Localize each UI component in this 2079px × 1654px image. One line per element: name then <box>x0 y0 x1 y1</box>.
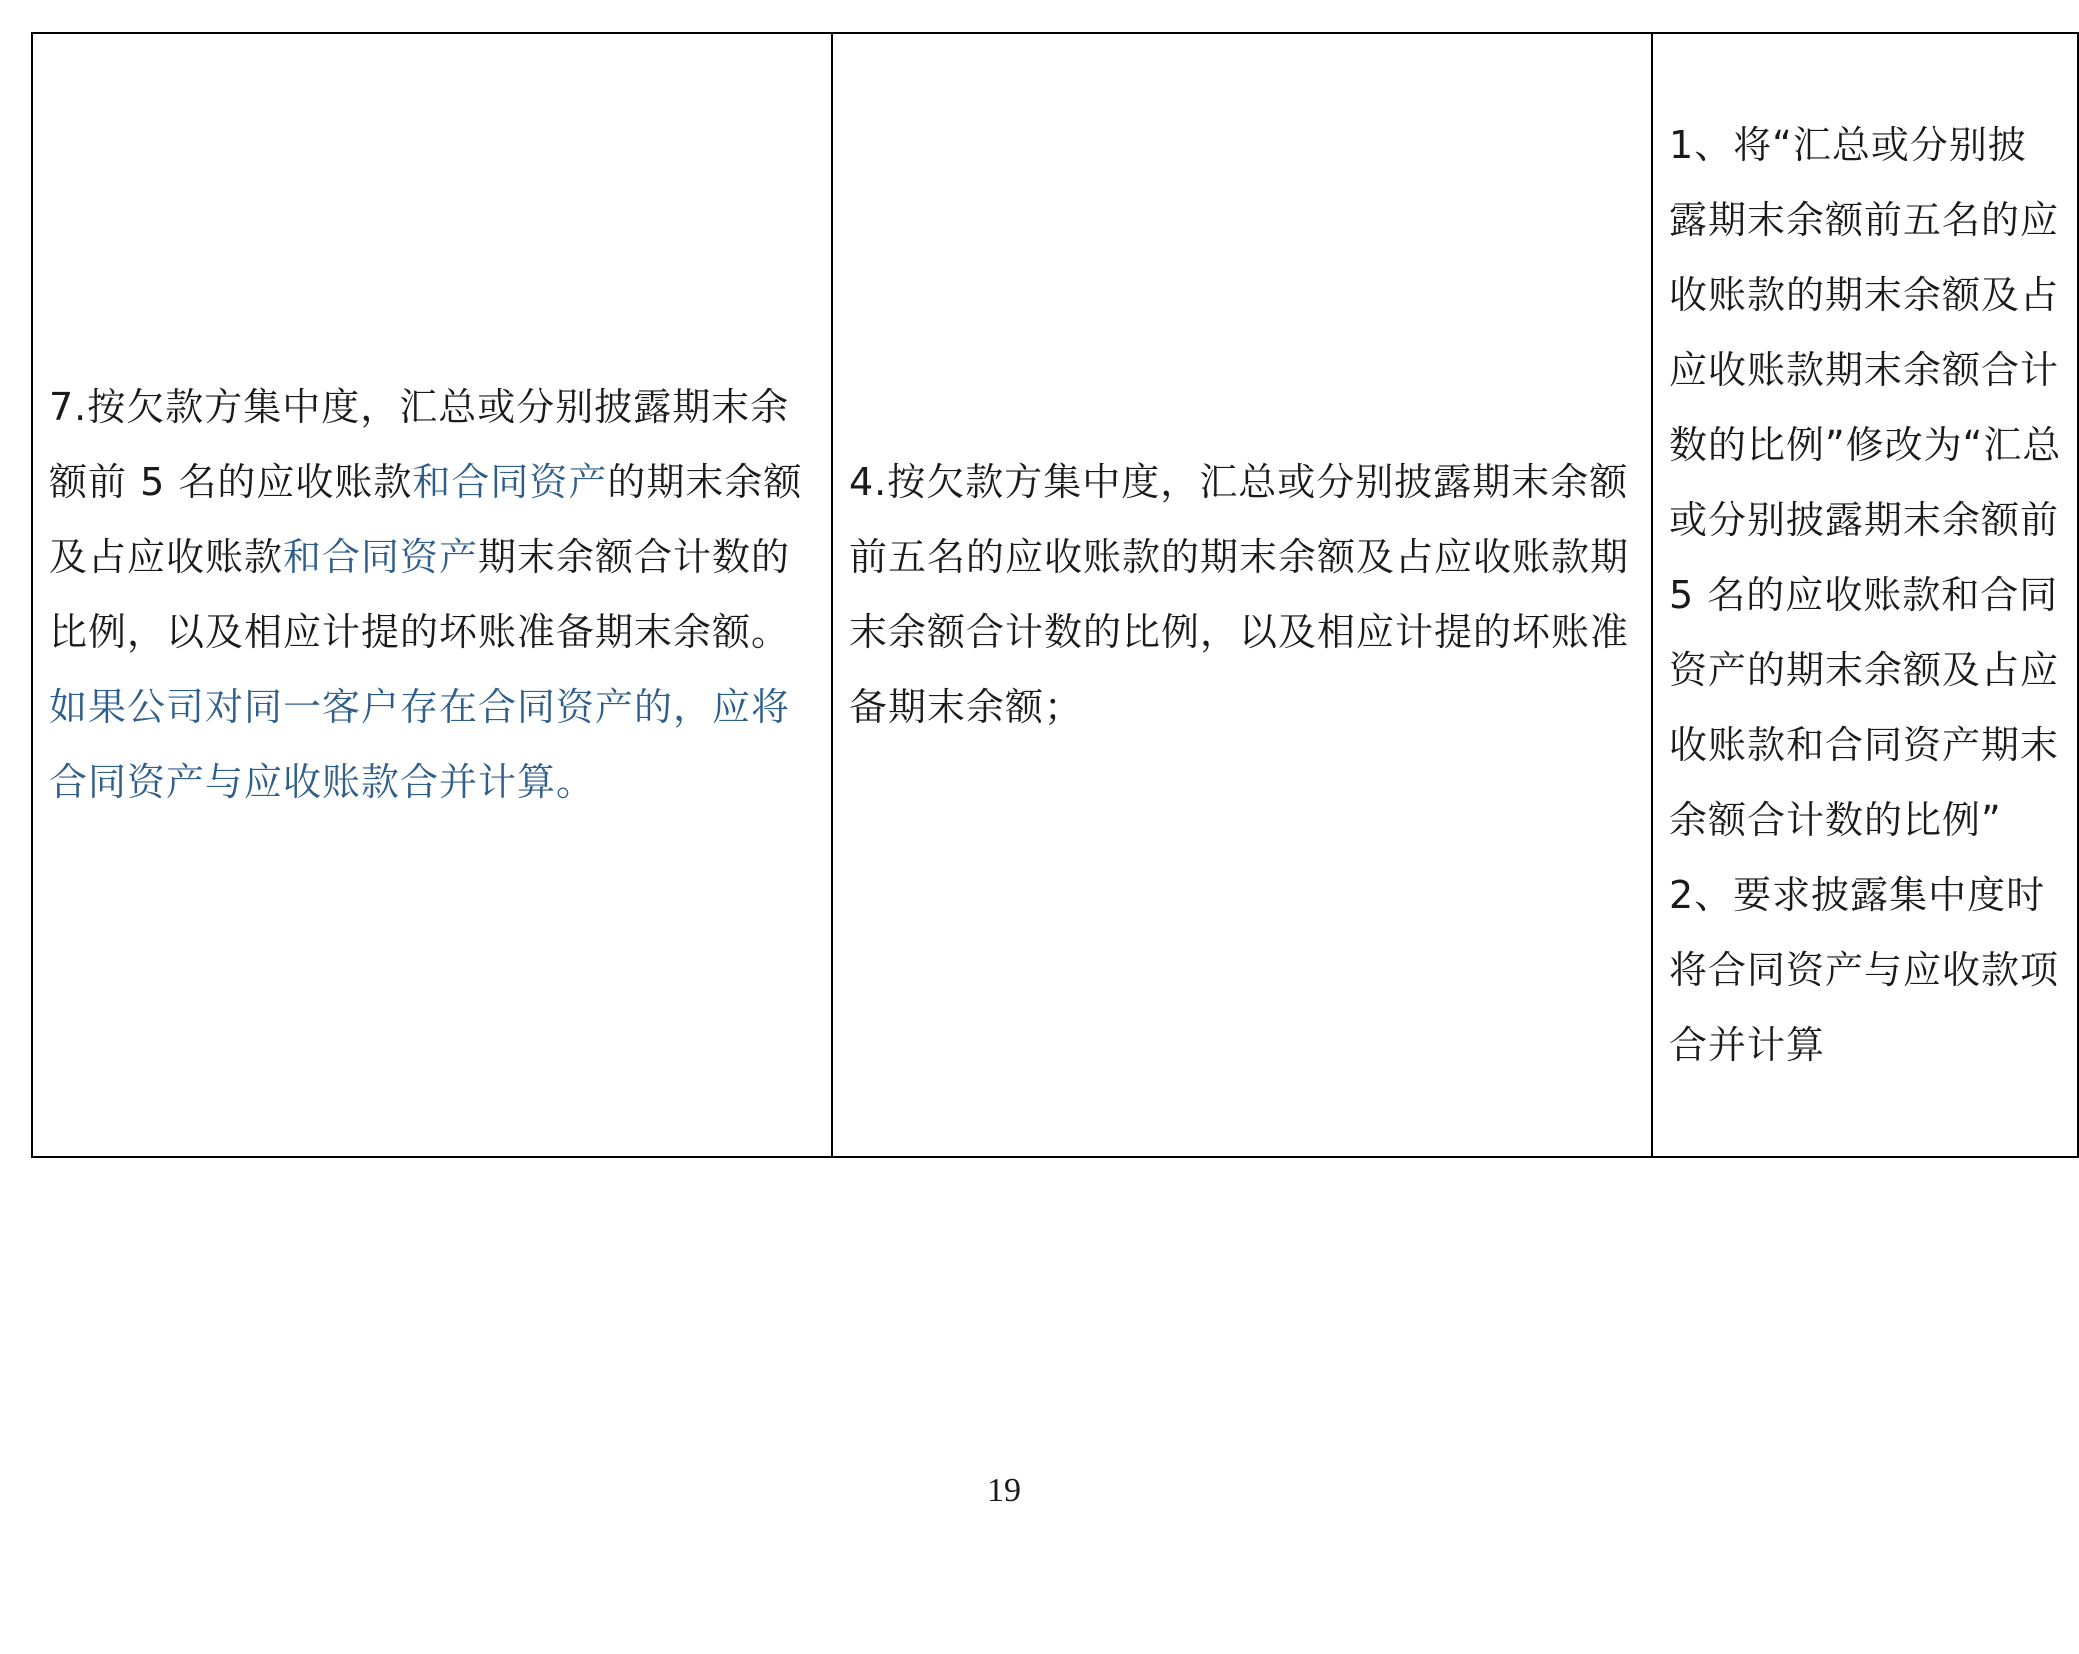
comparison-table <box>31 32 2079 1158</box>
change-notes-cell <box>1652 33 2078 1157</box>
new-rule-text-1: 7.按欠款方集中度，汇总或分别披露期末余额前 5 名的应收账款 <box>49 385 790 504</box>
new-rule-cell <box>32 33 832 1157</box>
change-note-1: 1、将“汇总或分别披露期末余额前五名的应收账款的期末余额及占应收账款期末余额合计数的比例”修改为“汇总或分别披露期末余额前 5 名的应收账款和合同资产的期末余额及占应收账款和合同资产期末余额合计数的比例” <box>1669 122 2062 842</box>
new-rule-highlight-1: 和合同资产 <box>412 460 608 504</box>
new-rule-highlight-3: 如果公司对同一客户存在合同资产的，应将合同资产与应收账款合并计算。 <box>49 685 791 804</box>
new-rule-text-3: 期末余额合计数的比例，以及相应计提的坏账准备期末余额。 <box>49 535 791 654</box>
old-rule-text: 4.按欠款方集中度，汇总或分别披露期末余额前五名的应收账款的期末余额及占应收账款期末余额合计数的比例，以及相应计提的坏账准备期末余额； <box>849 460 1630 729</box>
new-rule-text-2: 的期末余额及占应收账款 <box>49 460 803 579</box>
page-number: 19 <box>987 1472 1021 1509</box>
new-rule-highlight-2: 和合同资产 <box>283 535 479 579</box>
table-row <box>32 33 2078 1157</box>
old-rule-cell <box>832 33 1652 1157</box>
change-note-2: 2、要求披露集中度时将合同资产与应收款项合并计算 <box>1669 872 2060 1067</box>
